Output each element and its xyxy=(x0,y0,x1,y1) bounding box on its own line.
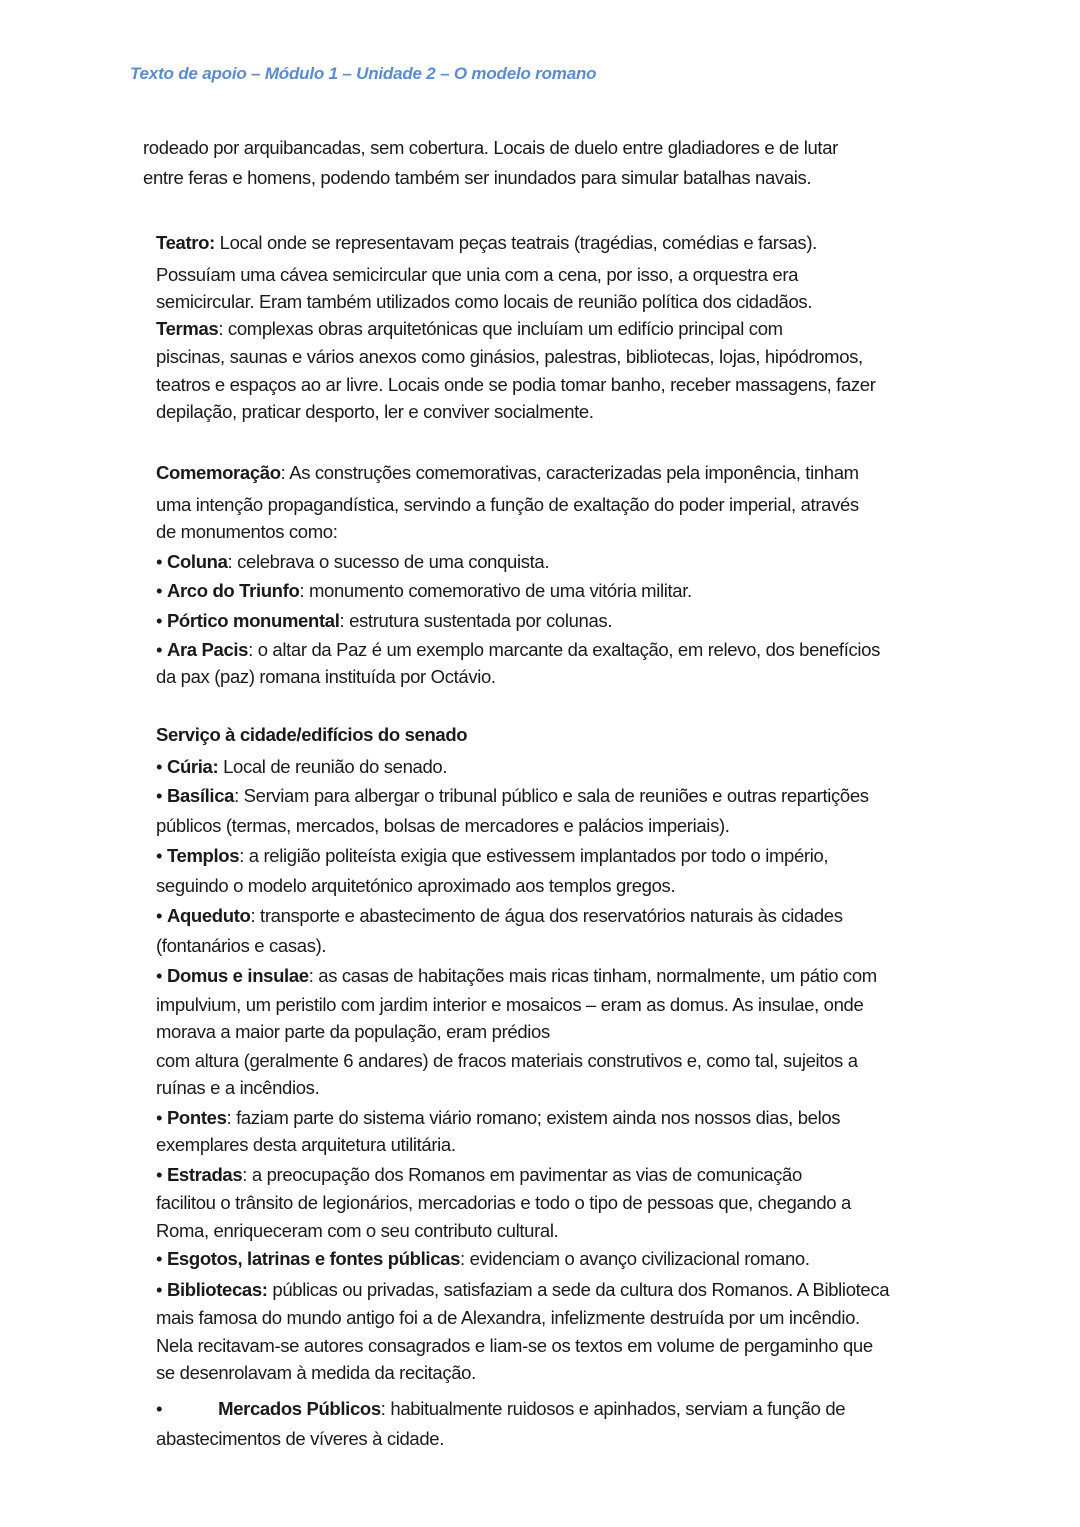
termas-term: Termas xyxy=(156,318,219,339)
list-item-line: com altura (geralmente 6 andares) de fracos materiais construtivos e, como tal, sujeitos a xyxy=(156,1050,858,1071)
list-item-aqueduto: • Aqueduto: transporte e abastecimento de água dos reservatórios naturais às cidades xyxy=(156,905,843,926)
comemoracao-line: de monumentos como: xyxy=(156,521,338,542)
list-item-ara-pacis: • Ara Pacis: o altar da Paz é um exemplo marcante da exaltação, em relevo, dos benefícios xyxy=(156,639,880,660)
list-item-pontes: • Pontes: faziam parte do sistema viário romano; existem ainda nos nossos dias, belos xyxy=(156,1107,841,1128)
document-header: Texto de apoio – Módulo 1 – Unidade 2 – O modelo romano xyxy=(130,64,597,83)
list-item-arco: • Arco do Triunfo: monumento comemorativo de uma vitória militar. xyxy=(156,580,692,601)
list-item-portico: • Pórtico monumental: estrutura sustentada por colunas. xyxy=(156,610,613,631)
comemoracao-line: uma intenção propagandística, servindo a função de exaltação do poder imperial, através xyxy=(156,494,859,515)
termas-paragraph: Termas: complexas obras arquitetónicas que incluíam um edifício principal com xyxy=(156,318,783,339)
teatro-paragraph: Teatro: Local onde se representavam peças teatrais (tragédias, comédias e farsas). xyxy=(156,232,817,253)
list-item-line: Roma, enriqueceram com o seu contributo cultural. xyxy=(156,1220,559,1241)
comemoracao-term: Comemoração xyxy=(156,462,281,483)
termas-line: piscinas, saunas e vários anexos como ginásios, palestras, bibliotecas, lojas, hipódromos, xyxy=(156,346,863,367)
teatro-term: Teatro: xyxy=(156,232,215,253)
list-item-line: ruínas e a incêndios. xyxy=(156,1077,320,1098)
list-item-line: exemplares desta arquitetura utilitária. xyxy=(156,1134,456,1155)
section-heading-servico: Serviço à cidade/edifícios do senado xyxy=(156,724,468,745)
list-item-line: (fontanários e casas). xyxy=(156,935,327,956)
termas-line: depilação, praticar desporto, ler e conviver socialmente. xyxy=(156,401,594,422)
teatro-line: Possuíam uma cávea semicircular que unia com a cena, por isso, a orquestra era xyxy=(156,264,799,285)
list-item-templos: • Templos: a religião politeísta exigia que estivessem implantados por todo o império, xyxy=(156,845,829,866)
intro-line: entre feras e homens, podendo também ser inundados para simular batalhas navais. xyxy=(143,167,812,188)
list-item-esgotos: • Esgotos, latrinas e fontes públicas: evidenciam o avanço civilizacional romano. xyxy=(156,1248,810,1269)
list-item-line: facilitou o trânsito de legionários, mercadorias e todo o tipo de pessoas que, chegando a xyxy=(156,1192,851,1213)
list-item-curia: • Cúria: Local de reunião do senado. xyxy=(156,756,448,777)
list-item-line: impulvium, um peristilo com jardim interior e mosaicos – eram as domus. As insulae, onde xyxy=(156,994,864,1015)
list-item-line: públicos (termas, mercados, bolsas de mercadores e palácios imperiais). xyxy=(156,815,730,836)
termas-line: teatros e espaços ao ar livre. Locais onde se podia tomar banho, receber massagens, fazer xyxy=(156,374,876,395)
comemoracao-paragraph: Comemoração: As construções comemorativas, caracterizadas pela imponência, tinham xyxy=(156,462,859,483)
list-item-estradas: • Estradas: a preocupação dos Romanos em pavimentar as vias de comunicação xyxy=(156,1164,802,1185)
list-item-bibliotecas: • Bibliotecas: públicas ou privadas, satisfaziam a sede da cultura dos Romanos. A Biblioteca xyxy=(156,1279,890,1300)
list-item-line: da pax (paz) romana instituída por Octávio. xyxy=(156,666,496,687)
list-item-line: se desenrolavam à medida da recitação. xyxy=(156,1362,476,1383)
list-item-domus: • Domus e insulae: as casas de habitações mais ricas tinham, normalmente, um pátio com xyxy=(156,965,877,986)
list-item-basilica: • Basílica: Serviam para albergar o tribunal público e sala de reuniões e outras repartições xyxy=(156,785,869,806)
list-item-line: abastecimentos de víveres à cidade. xyxy=(156,1428,445,1449)
list-item-line: seguindo o modelo arquitetónico aproximado aos templos gregos. xyxy=(156,875,676,896)
list-item-line: morava a maior parte da população, eram prédios xyxy=(156,1021,550,1042)
list-item-line: Nela recitavam-se autores consagrados e liam-se os textos em volume de pergaminho que xyxy=(156,1335,873,1356)
intro-line: rodeado por arquibancadas, sem cobertura. Locais de duelo entre gladiadores e de lutar xyxy=(143,137,838,158)
list-item-mercados: • Mercados Públicos: habitualmente ruidosos e apinhados, serviam a função de xyxy=(156,1398,846,1419)
list-item-line: mais famosa do mundo antigo foi a de Alexandra, infelizmente destruída por um incêndio. xyxy=(156,1307,860,1328)
teatro-line: semicircular. Eram também utilizados como locais de reunião política dos cidadãos. xyxy=(156,291,813,312)
list-item-coluna: • Coluna: celebrava o sucesso de uma conquista. xyxy=(156,551,550,572)
